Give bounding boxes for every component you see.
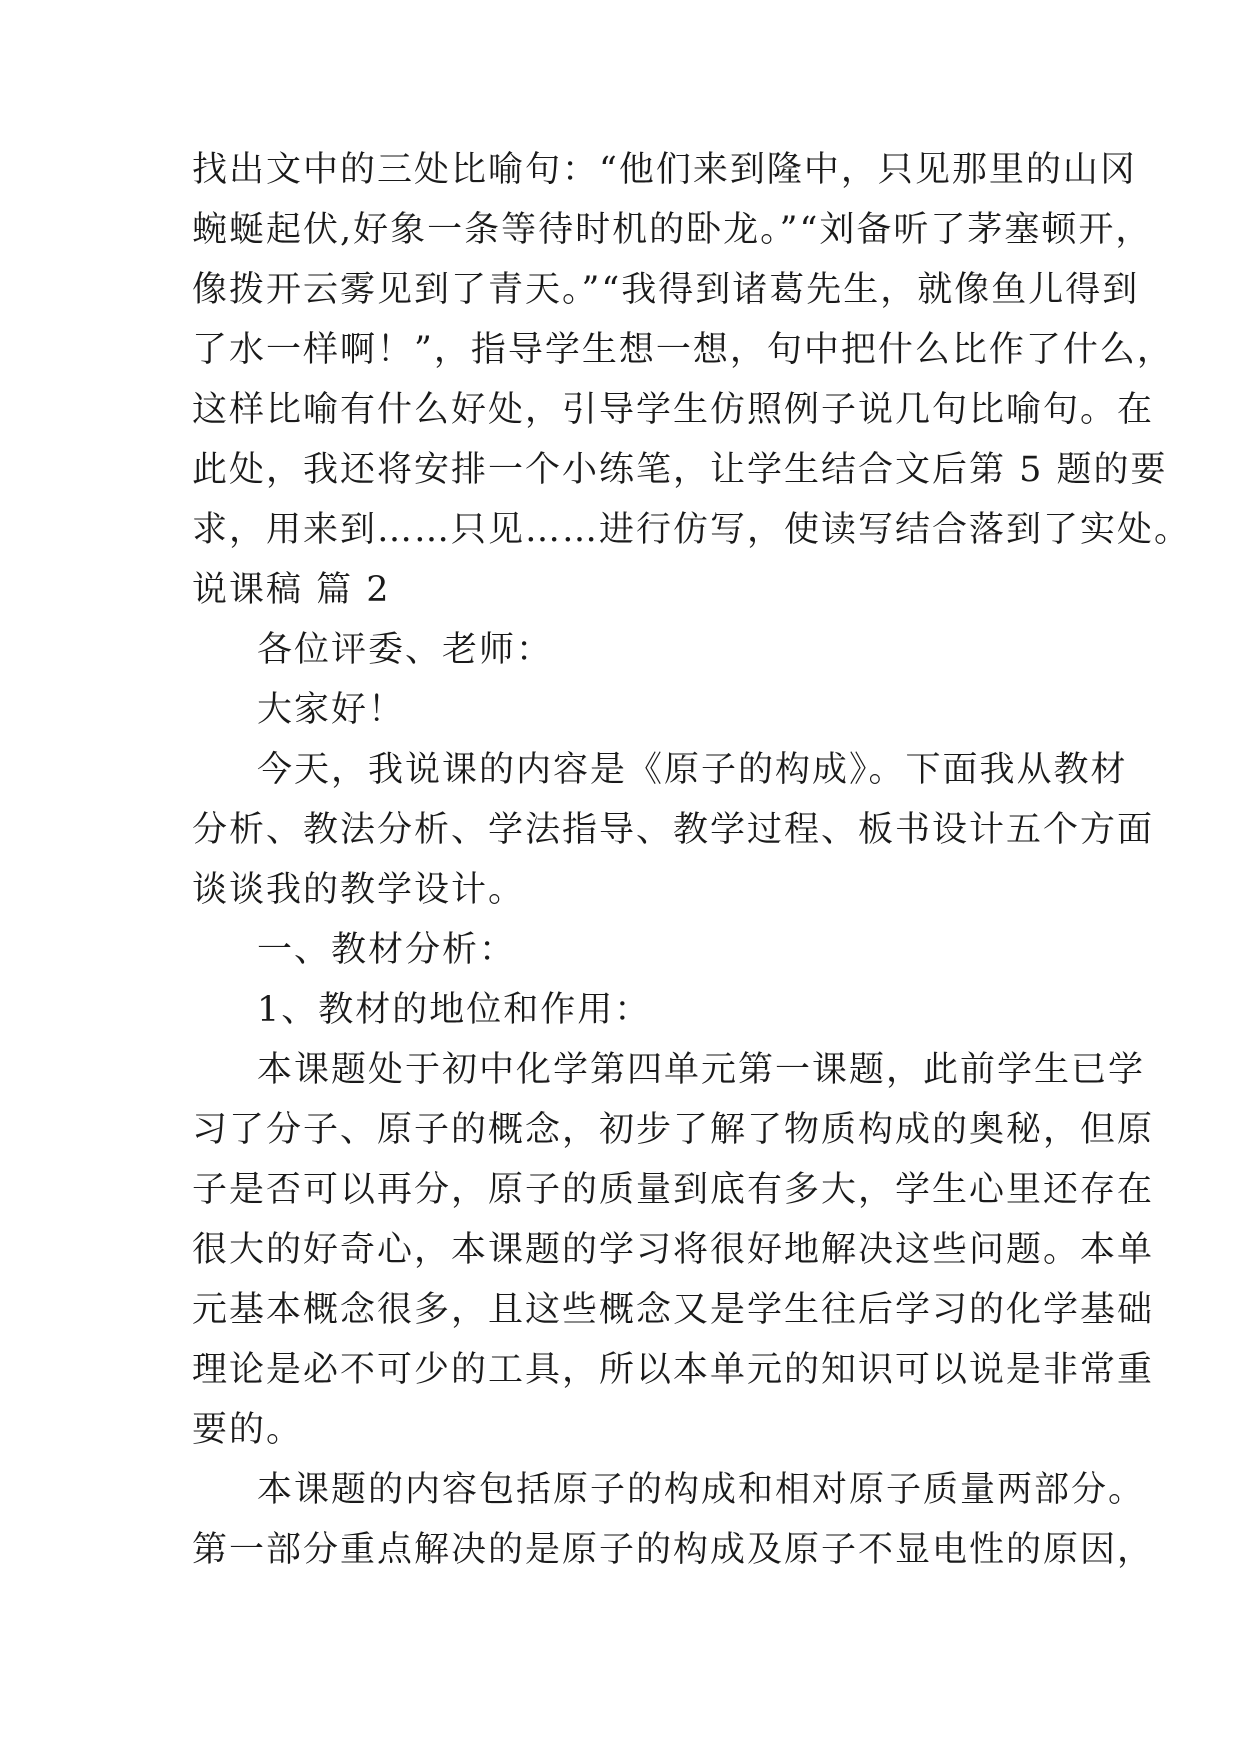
paragraph-line: 这样比喻有什么好处，引导学生仿照例子说几句比喻句。在 — [192, 390, 1155, 430]
paragraph-line: 子是否可以再分，原子的质量到底有多大，学生心里还存在 — [192, 1170, 1155, 1210]
paragraph-line: 了水一样啊！”，指导学生想一想，句中把什么比作了什么， — [192, 330, 1174, 370]
paragraph-line: 找出文中的三处比喻句：“他们来到隆中，只见那里的山冈 — [192, 150, 1137, 190]
subsection-heading: 一、教材分析： — [257, 930, 517, 970]
paragraph-line: 元基本概念很多，且这些概念又是学生往后学习的化学基础 — [192, 1290, 1155, 1330]
paragraph-line: 本课题的内容包括原子的构成和相对原子质量两部分。 — [257, 1470, 1146, 1510]
paragraph-line: 今天，我说课的内容是《原子的构成》。下面我从教材 — [257, 750, 1128, 790]
paragraph-line: 像拨开云雾见到了青天。”“我得到诸葛先生，就像鱼儿得到 — [192, 270, 1140, 310]
paragraph-line: 谈谈我的教学设计。 — [192, 870, 526, 910]
paragraph-line: 此处，我还将安排一个小练笔，让学生结合文后第 5 题的要 — [192, 450, 1168, 490]
salutation-line: 各位评委、老师： — [257, 630, 554, 670]
paragraph-line: 很大的好奇心，本课题的学习将很好地解决这些问题。本单 — [192, 1230, 1155, 1270]
paragraph-line: 分析、教法分析、学法指导、教学过程、板书设计五个方面 — [192, 810, 1155, 850]
paragraph-line: 本课题处于初中化学第四单元第一课题，此前学生已学 — [257, 1050, 1146, 1090]
subsection-heading: 1、教材的地位和作用： — [257, 990, 652, 1030]
paragraph-line: 求，用来到……只见……进行仿写，使读写结合落到了实处。 — [192, 510, 1192, 550]
section-heading: 说课稿 篇 2 — [192, 570, 391, 610]
paragraph-line: 蜿蜒起伏,好象一条等待时机的卧龙。”“刘备听了茅塞顿开， — [192, 210, 1153, 250]
paragraph-line: 习了分子、原子的概念，初步了解了物质构成的奥秘，但原 — [192, 1110, 1155, 1150]
paragraph-line: 要的。 — [192, 1410, 304, 1450]
paragraph-line: 第一部分重点解决的是原子的构成及原子不显电性的原因， — [192, 1530, 1155, 1570]
greeting-line: 大家好！ — [257, 690, 406, 730]
paragraph-line: 理论是必不可少的工具，所以本单元的知识可以说是非常重 — [192, 1350, 1155, 1390]
